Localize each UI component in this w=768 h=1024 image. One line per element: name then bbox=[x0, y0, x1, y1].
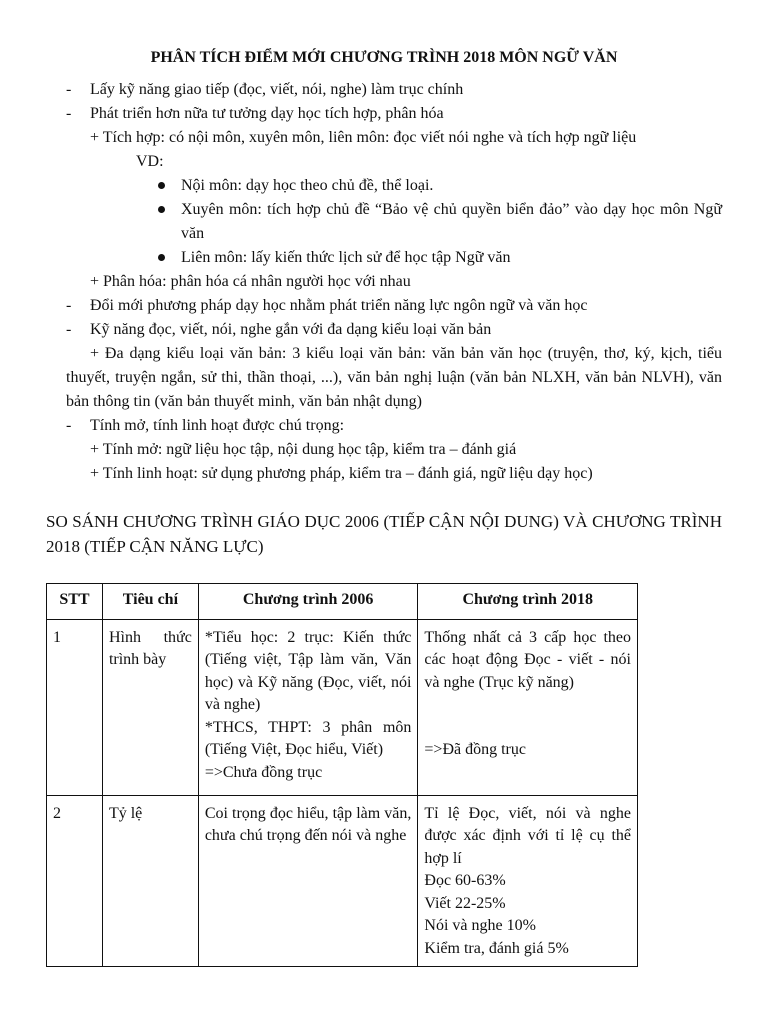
list-item-teaching-method: Đổi mới phương pháp dạy học nhằm phát triển năng lực ngôn ngữ và văn học bbox=[90, 297, 588, 314]
dash-marker: - bbox=[66, 417, 72, 434]
cell-stt: 1 bbox=[47, 619, 103, 795]
document-title: PHÂN TÍCH ĐIỂM MỚI CHƯƠNG TRÌNH 2018 MÔN NGỮ VĂN bbox=[150, 49, 618, 66]
sub-item-text-type-variety: + Đa dạng kiểu loại văn bản: 3 kiểu loại văn bản: văn bản văn học (truyện, thơ, ký, kịch, tiểu thuyết, truyện ngắn, sử thi, thần thoại, ...), văn bản nghị luận (văn bản NLXH, văn bản NLVH), văn bản thông tin (văn bản thuyết minh, văn bản nhật dụng) bbox=[66, 345, 722, 410]
bullet-icon bbox=[158, 182, 165, 189]
sub-item-flexibility: + Tính linh hoạt: sử dụng phương pháp, kiểm tra – đánh giá, ngữ liệu dạy học) bbox=[90, 465, 593, 482]
cell-criterion: Hình thức trình bày bbox=[102, 619, 198, 795]
cell-program-2018 bbox=[418, 795, 638, 967]
cell-stt: 2 bbox=[47, 795, 103, 967]
cell-text: Thống nhất cả 3 cấp học theo các hoạt động Đọc - viết - nói và nghe (Trục kỹ năng) bbox=[424, 628, 631, 691]
table-header-row bbox=[47, 584, 638, 620]
bullet-item-inter-subject: Liên môn: lấy kiến thức lịch sử để học tập Ngữ văn bbox=[181, 249, 511, 266]
table-row bbox=[47, 619, 638, 795]
list-item-communication-skills: Lấy kỹ năng giao tiếp (đọc, viết, nói, nghe) làm trục chính bbox=[90, 81, 464, 98]
list-item-text-types: Kỹ năng đọc, viết, nói, nghe gắn với đa dạng kiểu loại văn bản bbox=[90, 321, 492, 338]
cell-criterion: Tỷ lệ bbox=[102, 795, 198, 967]
comparison-table bbox=[46, 583, 638, 967]
header-program-2018: Chương trình 2018 bbox=[418, 584, 638, 620]
dash-marker: - bbox=[66, 321, 72, 338]
cell-text: =>Đã đồng trục bbox=[424, 741, 526, 758]
cell-text: Coi trọng đọc hiểu, tập làm văn, chưa chú trọng đến nói và nghe bbox=[204, 804, 412, 844]
cell-text: Nói và nghe 10% bbox=[424, 917, 536, 934]
cell-program-2018 bbox=[418, 619, 638, 795]
sub-item-integration: + Tích hợp: có nội môn, xuyên môn, liên môn: đọc viết nói nghe và tích hợp ngữ liệu bbox=[90, 129, 637, 146]
header-stt: STT bbox=[47, 584, 103, 620]
cell-program-2006 bbox=[198, 619, 418, 795]
dash-marker: - bbox=[66, 105, 72, 122]
cell-text: Đọc 60-63% bbox=[424, 872, 506, 889]
list-item-openness-flexibility: Tính mở, tính linh hoạt được chú trọng: bbox=[90, 417, 345, 434]
sub-item-differentiation: + Phân hóa: phân hóa cá nhân người học với nhau bbox=[90, 273, 411, 290]
cell-text: Viết 22-25% bbox=[424, 894, 506, 912]
list-item-integration-differentiation: Phát triển hơn nữa tư tưởng dạy học tích hợp, phân hóa bbox=[90, 105, 444, 122]
example-label: VD: bbox=[136, 153, 164, 170]
bullet-item-inner-subject: Nội môn: dạy học theo chủ đề, thể loại. bbox=[181, 177, 434, 194]
header-program-2006: Chương trình 2006 bbox=[198, 584, 418, 620]
cell-text: =>Chưa đồng trục bbox=[204, 763, 323, 781]
cell-program-2006 bbox=[198, 795, 418, 967]
dash-marker: - bbox=[66, 297, 72, 314]
sub-item-openness: + Tính mở: ngữ liệu học tập, nội dung học tập, kiểm tra – đánh giá bbox=[90, 441, 517, 458]
cell-text: Tỉ lệ Đọc, viết, nói và nghe được xác định với tỉ lệ cụ thể hợp lí bbox=[424, 804, 631, 867]
table-row bbox=[47, 795, 638, 967]
bullet-icon bbox=[158, 254, 165, 261]
cell-text: *THCS, THPT: 3 phân môn (Tiếng Việt, Đọc hiểu, Viết) bbox=[204, 718, 412, 758]
header-criterion: Tiêu chí bbox=[102, 584, 198, 620]
comparison-heading: SO SÁNH CHƯƠNG TRÌNH GIÁO DỤC 2006 (TIẾP CẬN NỘI DUNG) VÀ CHƯƠNG TRÌNH 2018 (TIẾP CẬN NĂNG LỰC) bbox=[46, 512, 722, 556]
bullet-icon bbox=[158, 206, 165, 213]
cell-spacer bbox=[424, 694, 631, 739]
bullet-item-cross-subject: Xuyên môn: tích hợp chủ đề “Bảo vệ chủ quyền biển đảo” vào dạy học môn Ngữ văn bbox=[181, 201, 722, 242]
cell-text: *Tiểu học: 2 trục: Kiến thức (Tiếng việt, Tập làm văn, Văn học) và Kỹ năng (Đọc, viết, nói và nghe) bbox=[204, 628, 412, 713]
dash-marker: - bbox=[66, 81, 72, 98]
cell-text: Kiểm tra, đánh giá 5% bbox=[424, 939, 569, 957]
